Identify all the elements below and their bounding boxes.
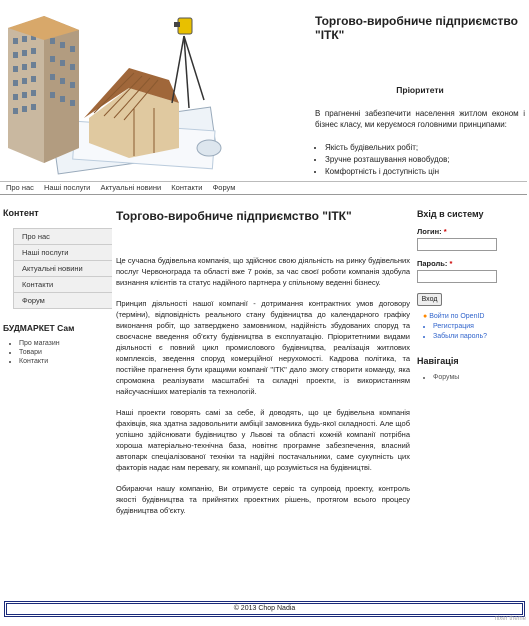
shop-link-about[interactable]: • Про магазин (19, 339, 115, 348)
priorities-title: Пріоритети (396, 85, 444, 95)
login-label-text: Логин: (417, 227, 442, 236)
theme-credit[interactable]: nixer theme (494, 616, 526, 622)
shop-link-contacts[interactable]: • Контакти (19, 357, 115, 366)
priorities-list (315, 142, 525, 177)
topnav-forum[interactable]: Форум (212, 183, 236, 192)
shop-links (3, 339, 115, 366)
header-info (315, 14, 525, 178)
navigation-links (417, 374, 527, 381)
forgot-password-link[interactable]: • Забыли пароль? (433, 332, 527, 342)
sidebar-item-news[interactable]: Актуальні новини (13, 261, 112, 277)
content-menu (13, 228, 112, 309)
page-title: Торгово-виробниче підприємство "ІТК" (116, 209, 352, 223)
shop-block-title: БУДМАРКЕТ Сам (3, 323, 75, 333)
sidebar-item-forum[interactable]: Форум (13, 293, 112, 309)
sidebar-item-contacts[interactable]: Контакти (13, 277, 112, 293)
password-label-text: Пароль: (417, 259, 448, 268)
site-title: Торгово-виробниче підприємство "ІТК" (315, 14, 518, 42)
paragraph-intro: Це сучасна будівельна компанія, що здійснює свою діяльність на ринку будівельних послуг Червонограда та області вже 7 років, за час своєї роботи компанія здобула визнання клієнтів та статус надійного партнера у спільному веденні бізнесу. (116, 256, 410, 287)
paragraph-projects: Наші проекти говорять самі за себе, й доводять, що це будівельна компанія фахівців, яка здатна задовольнити амбіції замовника будь-якої складності. Але щоб успішно здійснювати будівництво у Львові та області кожній компанії потрібна хороша матеріально-технічна база, новітнє програмне забезпечення, власний автопарк спеціалізованої техніки та надійні постачальники, саме сукупність цих факторів надає нам перевагу, як компанії, що розуміється на будівництві. (116, 408, 410, 472)
priorities-text: В прагненні забезпечити населення житлом економ і бізнес класу, ми керуємося головними принципами: (315, 109, 525, 129)
topnav-news[interactable]: Актуальні новини (100, 183, 162, 192)
paragraph-service: Обираючи нашу компанію, Ви отримуєте сервіс та супровід проекту, контроль якості будівництва та прийнятих проектних рішень, протягом всього процесу будівництва об'єкту. (116, 484, 410, 515)
content-block-title: Контент (3, 208, 39, 218)
password-label (417, 259, 527, 268)
topnav-about[interactable]: Про нас (6, 183, 34, 192)
login-button[interactable]: Вход (417, 293, 442, 306)
priority-item: • Зручне розташування новобудов; (325, 154, 525, 165)
forums-link[interactable]: • Форумы (433, 374, 527, 381)
password-input[interactable] (417, 270, 497, 283)
construction-illustration (4, 8, 234, 176)
required-mark: * (449, 259, 453, 268)
footer (4, 601, 525, 617)
right-sidebar (417, 209, 527, 381)
priority-item: • Комфортність і доступність цін (325, 166, 525, 177)
required-mark: * (443, 227, 447, 236)
login-links (417, 312, 527, 342)
priority-item: • Якість будівельних робіт; (325, 142, 525, 153)
sidebar-item-about[interactable]: Про нас (13, 229, 112, 245)
sidebar-item-services[interactable]: Наші послуги (13, 245, 112, 261)
openid-link-text: Войти по OpenID (429, 313, 485, 320)
top-navigation (0, 181, 527, 195)
openid-icon: ● (423, 313, 428, 320)
main-content (116, 209, 410, 526)
left-sidebar (3, 208, 115, 366)
header (0, 0, 529, 180)
paragraph-principles: Принцип діяльності нашої компанії - дотримання контрактних умов договору (терміни), відповідність реального стану будівництва до календарного графіку виконання робіт, що затверджено замовником, надійність збудованих споруд та своєчасне введення об'єкту будівництва в експлуатацію. Пріоритетними видами діяльності є повний цикл промислового будівництва, реалізація житлових комплексів, зведення споруд комерційної нерухомості. Кадрова політика, та постійне прагнення бути кращими компанії "ІТК" дало змогу створити команду, яка спроможна реалізувати масштабні та складні проекти, із використанням найсучасніших матеріалів та технологій. (116, 299, 410, 396)
login-input[interactable] (417, 238, 497, 251)
topnav-services[interactable]: Наші послуги (43, 183, 91, 192)
openid-link[interactable] (423, 312, 527, 322)
login-label (417, 227, 527, 236)
login-block-title: Вхід в систему (417, 209, 484, 219)
register-link[interactable]: • Регистрация (433, 322, 527, 332)
navigation-block-title: Навігація (417, 356, 459, 366)
shop-link-goods[interactable]: • Товари (19, 348, 115, 357)
topnav-contacts[interactable]: Контакти (171, 183, 203, 192)
footer-copyright: © 2013 Chop Nadia (6, 603, 523, 615)
